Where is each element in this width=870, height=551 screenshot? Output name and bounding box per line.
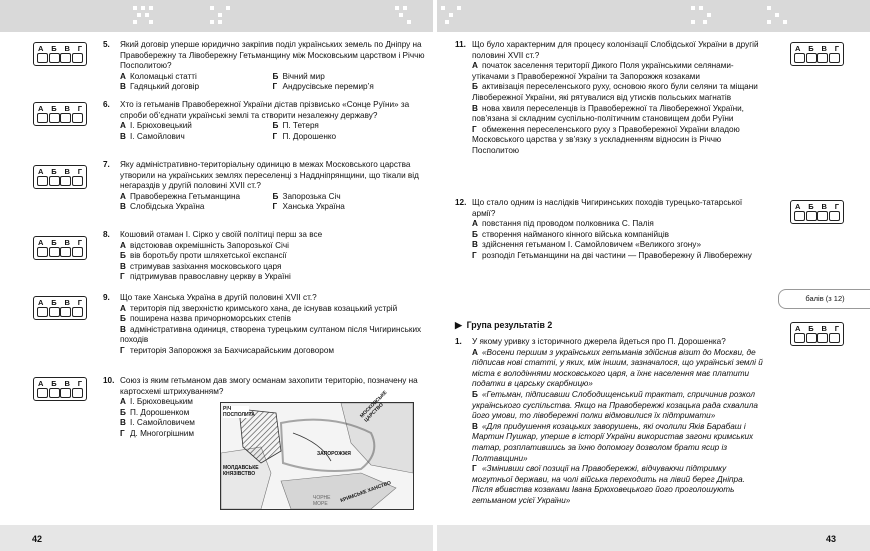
option-d: Г П. Дорошенко: [272, 131, 337, 141]
question-number: 6.: [103, 100, 110, 109]
question-9: [103, 293, 425, 357]
answer-box[interactable]: [790, 42, 844, 66]
option-a: А початок заселення території Дикого Поля українськими селянами-утікачами з Правобережної України та Запорожжя козаками: [472, 61, 734, 81]
question-8: [103, 230, 425, 283]
map-label-moldova: МОЛДАВСЬКЕ КНЯЗІВСТВО: [223, 465, 259, 477]
option-d: Г територія Запорожжя за Бахчисарайським договором: [120, 345, 335, 355]
answer-box[interactable]: [33, 377, 87, 401]
option-d: Г Д. Многогрішним: [120, 428, 195, 438]
answer-letter: Г: [77, 167, 82, 176]
answer-cell[interactable]: [60, 53, 71, 63]
option-d: Г обмеження переселенського руху з Правобережної України владою Московського царства у зв’язку з ускладненням відносин із Річчю Посполитою: [472, 124, 740, 155]
answer-letter: Г: [77, 298, 82, 307]
answer-cell[interactable]: [72, 176, 83, 186]
answer-cell[interactable]: [37, 53, 48, 63]
answer-cell[interactable]: [806, 53, 817, 63]
option-a: А «Восени першим з українських гетьманів здійснив візит до Москви, де підписав нові статті, у яких, між іншим, зазначалося, що українські землі й міста є володіннями московського царя, а їхнє населення має платити податки в царську скарбницю»: [472, 347, 763, 389]
option-b: Б «Гетьман, підписавши Слободищенський трактат, спричинив розкол українського суспільства. Якщо на Правобережжі козацька рада схвалила його умови, то лівобережні полки відмовилися їх підтримати»: [472, 389, 758, 421]
answer-letter: Б: [51, 44, 57, 53]
question-number: 12.: [455, 198, 467, 207]
option-c: В І. Самойловичем: [120, 418, 195, 428]
answer-cell[interactable]: [72, 247, 83, 257]
option-d: Г Ханська Україна: [272, 202, 345, 212]
answer-cell[interactable]: [817, 211, 828, 221]
question-number: 8.: [103, 230, 110, 239]
group-heading: [455, 320, 552, 331]
option-c: В нова хвиля переселенців із Правобережної та Лівобережної України, пов’язана зі складним суспільно-політичним становищем доби Руїни: [472, 103, 744, 124]
answer-letter: Г: [834, 44, 839, 53]
answer-box[interactable]: [33, 102, 87, 126]
answer-letter: В: [64, 44, 70, 53]
answer-letter: А: [38, 238, 44, 247]
option-a: А повстання під проводом полковника С. Палія: [472, 219, 654, 229]
option-b: Б активізація переселенського руху, основою якого були селяни та міщани Лівобережної України, які рятувалися від утисків польських магнатів: [472, 82, 758, 102]
answer-letter: Б: [808, 44, 814, 53]
map-label-zaporozhzhia: ЗАПОРОЖЖЯ: [317, 451, 351, 457]
pixel-ornament: [767, 6, 795, 26]
map-label-sea: ЧОРНЕ МОРЕ: [313, 495, 331, 507]
answer-letters: [38, 104, 82, 113]
option-c: В Слобідська Україна: [120, 202, 205, 212]
question-stem: Кошовий отаман І. Сірко у своїй політиці перш за все: [120, 230, 323, 239]
answer-letter: Г: [77, 44, 82, 53]
question-12: [455, 198, 767, 262]
answer-letter: Б: [808, 324, 814, 333]
answer-cell[interactable]: [72, 307, 83, 317]
answer-box[interactable]: [790, 200, 844, 224]
answer-box[interactable]: [33, 42, 87, 66]
answer-letter: А: [38, 379, 44, 388]
pixel-ornament: [395, 6, 423, 26]
answer-cell[interactable]: [37, 113, 48, 123]
option-c: В адміністративна одиниця, створена турецьким султаном після Чигиринських походів: [120, 324, 422, 345]
answer-letter: Б: [808, 202, 814, 211]
option-d: Г Андрусівське перемир’я: [272, 82, 374, 92]
historical-map: [220, 389, 414, 510]
answer-cell[interactable]: [829, 211, 840, 221]
answer-letters: [795, 44, 839, 53]
answer-cell[interactable]: [60, 113, 71, 123]
answer-cell[interactable]: [60, 388, 71, 398]
answer-cell[interactable]: [60, 307, 71, 317]
answer-letter: Г: [834, 324, 839, 333]
answer-cell[interactable]: [49, 307, 60, 317]
question-number: 7.: [103, 160, 110, 169]
answer-letter: А: [38, 44, 44, 53]
option-d: Г підтримував православну церкву в Україні: [120, 272, 291, 282]
question-stem: Яку адміністративно-територіальну одиницю в межах Московського царства утворили на українських землях переселенці з Наддніпрянщини, що тікали від негараздів у другій половині XVII ст.?: [120, 160, 419, 191]
answer-cell[interactable]: [817, 53, 828, 63]
question-number: 10.: [103, 376, 115, 385]
question-11: [455, 40, 767, 157]
pixel-ornament: [691, 6, 719, 26]
answer-cell[interactable]: [60, 176, 71, 186]
option-a: А І. Брюховецьким: [120, 397, 193, 407]
answer-letter: А: [38, 104, 44, 113]
option-b: Б Вічний мир: [272, 71, 325, 81]
answer-cell[interactable]: [794, 333, 805, 343]
answer-cell[interactable]: [794, 211, 805, 221]
answer-letter: В: [821, 202, 827, 211]
answer-letter: В: [821, 44, 827, 53]
question-stem: Який договір уперше юридично закріпив поділ українських земель по Дніпру на Правобережну та Лівобережну Гетьманщину між Московським царством і Річчю Посполитою?: [120, 40, 425, 71]
answer-letter: А: [795, 44, 801, 53]
answer-letters: [38, 298, 82, 307]
right-header-band: [437, 0, 870, 32]
question-stem: Що було характерним для процесу колонізації Слобідської України в другій половині XVII ст.?: [472, 40, 759, 60]
answer-letters: [795, 324, 839, 333]
pixel-ornament: [133, 6, 161, 26]
question-stem: У якому уривку з історичного джерела йдеться про П. Дорошенка?: [472, 337, 726, 346]
question-number: 11.: [455, 40, 466, 49]
question-6: [103, 100, 425, 142]
page-gutter: [433, 0, 437, 551]
answer-cell[interactable]: [60, 247, 71, 257]
answer-letter: Г: [834, 202, 839, 211]
question-stem: Що таке Ханська Україна в другій половині XVII ст.?: [120, 293, 317, 302]
right-footer-band: [437, 525, 870, 551]
option-b: Б П. Тетеря: [272, 121, 319, 131]
answer-cell[interactable]: [37, 247, 48, 257]
answer-cell[interactable]: [806, 211, 817, 221]
answer-letter: А: [38, 298, 44, 307]
option-b: Б поширена назва причорноморських степів: [120, 314, 291, 324]
answer-box[interactable]: [790, 322, 844, 346]
answer-cell[interactable]: [49, 388, 60, 398]
answer-cell[interactable]: [37, 176, 48, 186]
question-stem: Що стало одним із наслідків Чигиринських походів турецько-татарської армії?: [472, 198, 743, 218]
pixel-ornament: [210, 6, 238, 26]
answer-letter: В: [64, 167, 70, 176]
answer-letter: А: [38, 167, 44, 176]
answer-cell[interactable]: [72, 113, 83, 123]
answer-cell[interactable]: [49, 247, 60, 257]
option-c: В здійснення гетьманом І. Самойловичем «Великого згону»: [472, 240, 702, 250]
answer-letter: В: [64, 298, 70, 307]
option-a: А Коломацькі статті: [120, 71, 197, 81]
option-b: Б Запорозька Січ: [272, 191, 341, 201]
answer-letter: Б: [51, 298, 57, 307]
answer-letter: В: [821, 324, 827, 333]
answer-letter: Г: [77, 379, 82, 388]
option-c: В «Для придушення козацьких заворушень, які очолили Яків Барабаш і Мартин Пушкар, уперше в історії України використав загони кримських татар, розплатившись за їхню допомогу дозволом брати ясир із Полтавщини»: [472, 421, 754, 463]
answer-letter: Б: [51, 104, 57, 113]
answer-cell[interactable]: [49, 176, 60, 186]
option-c: В Гадяцький договір: [120, 82, 200, 92]
answer-cell[interactable]: [49, 53, 60, 63]
answer-cell[interactable]: [37, 307, 48, 317]
option-a: А І. Брюховецький: [120, 121, 192, 131]
answer-letter: В: [64, 238, 70, 247]
left-footer-band: [0, 525, 433, 551]
pixel-ornament: [441, 6, 469, 26]
option-b: Б вів боротьбу проти шляхетської експансії: [120, 251, 287, 261]
answer-letters: [38, 44, 82, 53]
option-b: Б П. Дорошенком: [120, 407, 190, 417]
answer-letter: А: [795, 202, 801, 211]
question-stem: Хто із гетьманів Правобережної України дістав прізвисько «Сонце Руїни» за спроби об’єднати українські землі та створити незалежну державу?: [120, 100, 410, 120]
option-a: А територія під зверхністю кримського хана, де існував козацький устрій: [120, 303, 398, 313]
answer-box[interactable]: [33, 296, 87, 320]
answer-cell[interactable]: [806, 333, 817, 343]
answer-cell[interactable]: [817, 333, 828, 343]
answer-box[interactable]: [33, 165, 87, 189]
answer-letter: Б: [51, 238, 57, 247]
triangle-bullet-icon: ▶: [455, 320, 462, 330]
answer-letters: [38, 379, 82, 388]
answer-letters: [795, 202, 839, 211]
answer-cell[interactable]: [794, 53, 805, 63]
option-a: А Правобережна Гетьманщина: [120, 191, 241, 201]
map-label-rich: РІЧ ПОСПОЛИТА: [223, 406, 255, 418]
question-1-body: [455, 337, 767, 507]
answer-letter: В: [64, 104, 70, 113]
page-number-left: 42: [32, 534, 43, 544]
answer-cell[interactable]: [49, 113, 60, 123]
answer-letter: А: [795, 324, 801, 333]
answer-cell[interactable]: [829, 53, 840, 63]
points-tab: балів (з 12): [778, 289, 870, 309]
answer-box[interactable]: [33, 236, 87, 260]
answer-cell[interactable]: [829, 333, 840, 343]
left-header-band: [0, 0, 433, 32]
map-label-crimea: КРИМСЬКЕ ХАНСТВО: [339, 480, 393, 504]
question-number: 9.: [103, 293, 110, 302]
question-number: 1.: [455, 337, 462, 346]
group-title: Група результатів 2: [466, 320, 553, 330]
option-b: Б створення найманого кінного війська компанійців: [472, 229, 669, 239]
map-label-moscow: МОСКОВСЬКЕ ЦАРСТВО: [359, 389, 389, 424]
option-d: Г «Змінивши свої позиції на Правобережжі, відчуваючи підтримку могутньої держави, на чолі війська переходить на лівий берег Дніпра. Після вбивства козаками Івана Брюховецького його проголошують гетьманом усієї України»: [472, 464, 745, 505]
option-c: В І. Самойлович: [120, 131, 185, 141]
answer-letter: Б: [51, 167, 57, 176]
answer-letters: [38, 238, 82, 247]
option-a: А відстоював окремішність Запорозької Січі: [120, 240, 289, 250]
answer-cell[interactable]: [37, 388, 48, 398]
answer-letter: Б: [51, 379, 57, 388]
answer-letter: Г: [77, 104, 82, 113]
page-number-right: 43: [826, 534, 837, 544]
question-stem: Союз із яким гетьманом дав змогу османам захопити територію, позначену на картосхемі штрихуванням?: [120, 376, 418, 396]
answer-letter: Г: [77, 238, 82, 247]
option-c: В стримував зазіхання московського царя: [120, 261, 282, 271]
answer-cell[interactable]: [72, 53, 83, 63]
question-number: 5.: [103, 40, 110, 49]
answer-letter: В: [64, 379, 70, 388]
answer-letters: [38, 167, 82, 176]
answer-cell[interactable]: [72, 388, 83, 398]
option-d: Г розподіл Гетьманщини на дві частини — Правобережну й Лівобережну: [472, 250, 752, 260]
question-7: [103, 160, 425, 213]
question-5: [103, 40, 425, 93]
